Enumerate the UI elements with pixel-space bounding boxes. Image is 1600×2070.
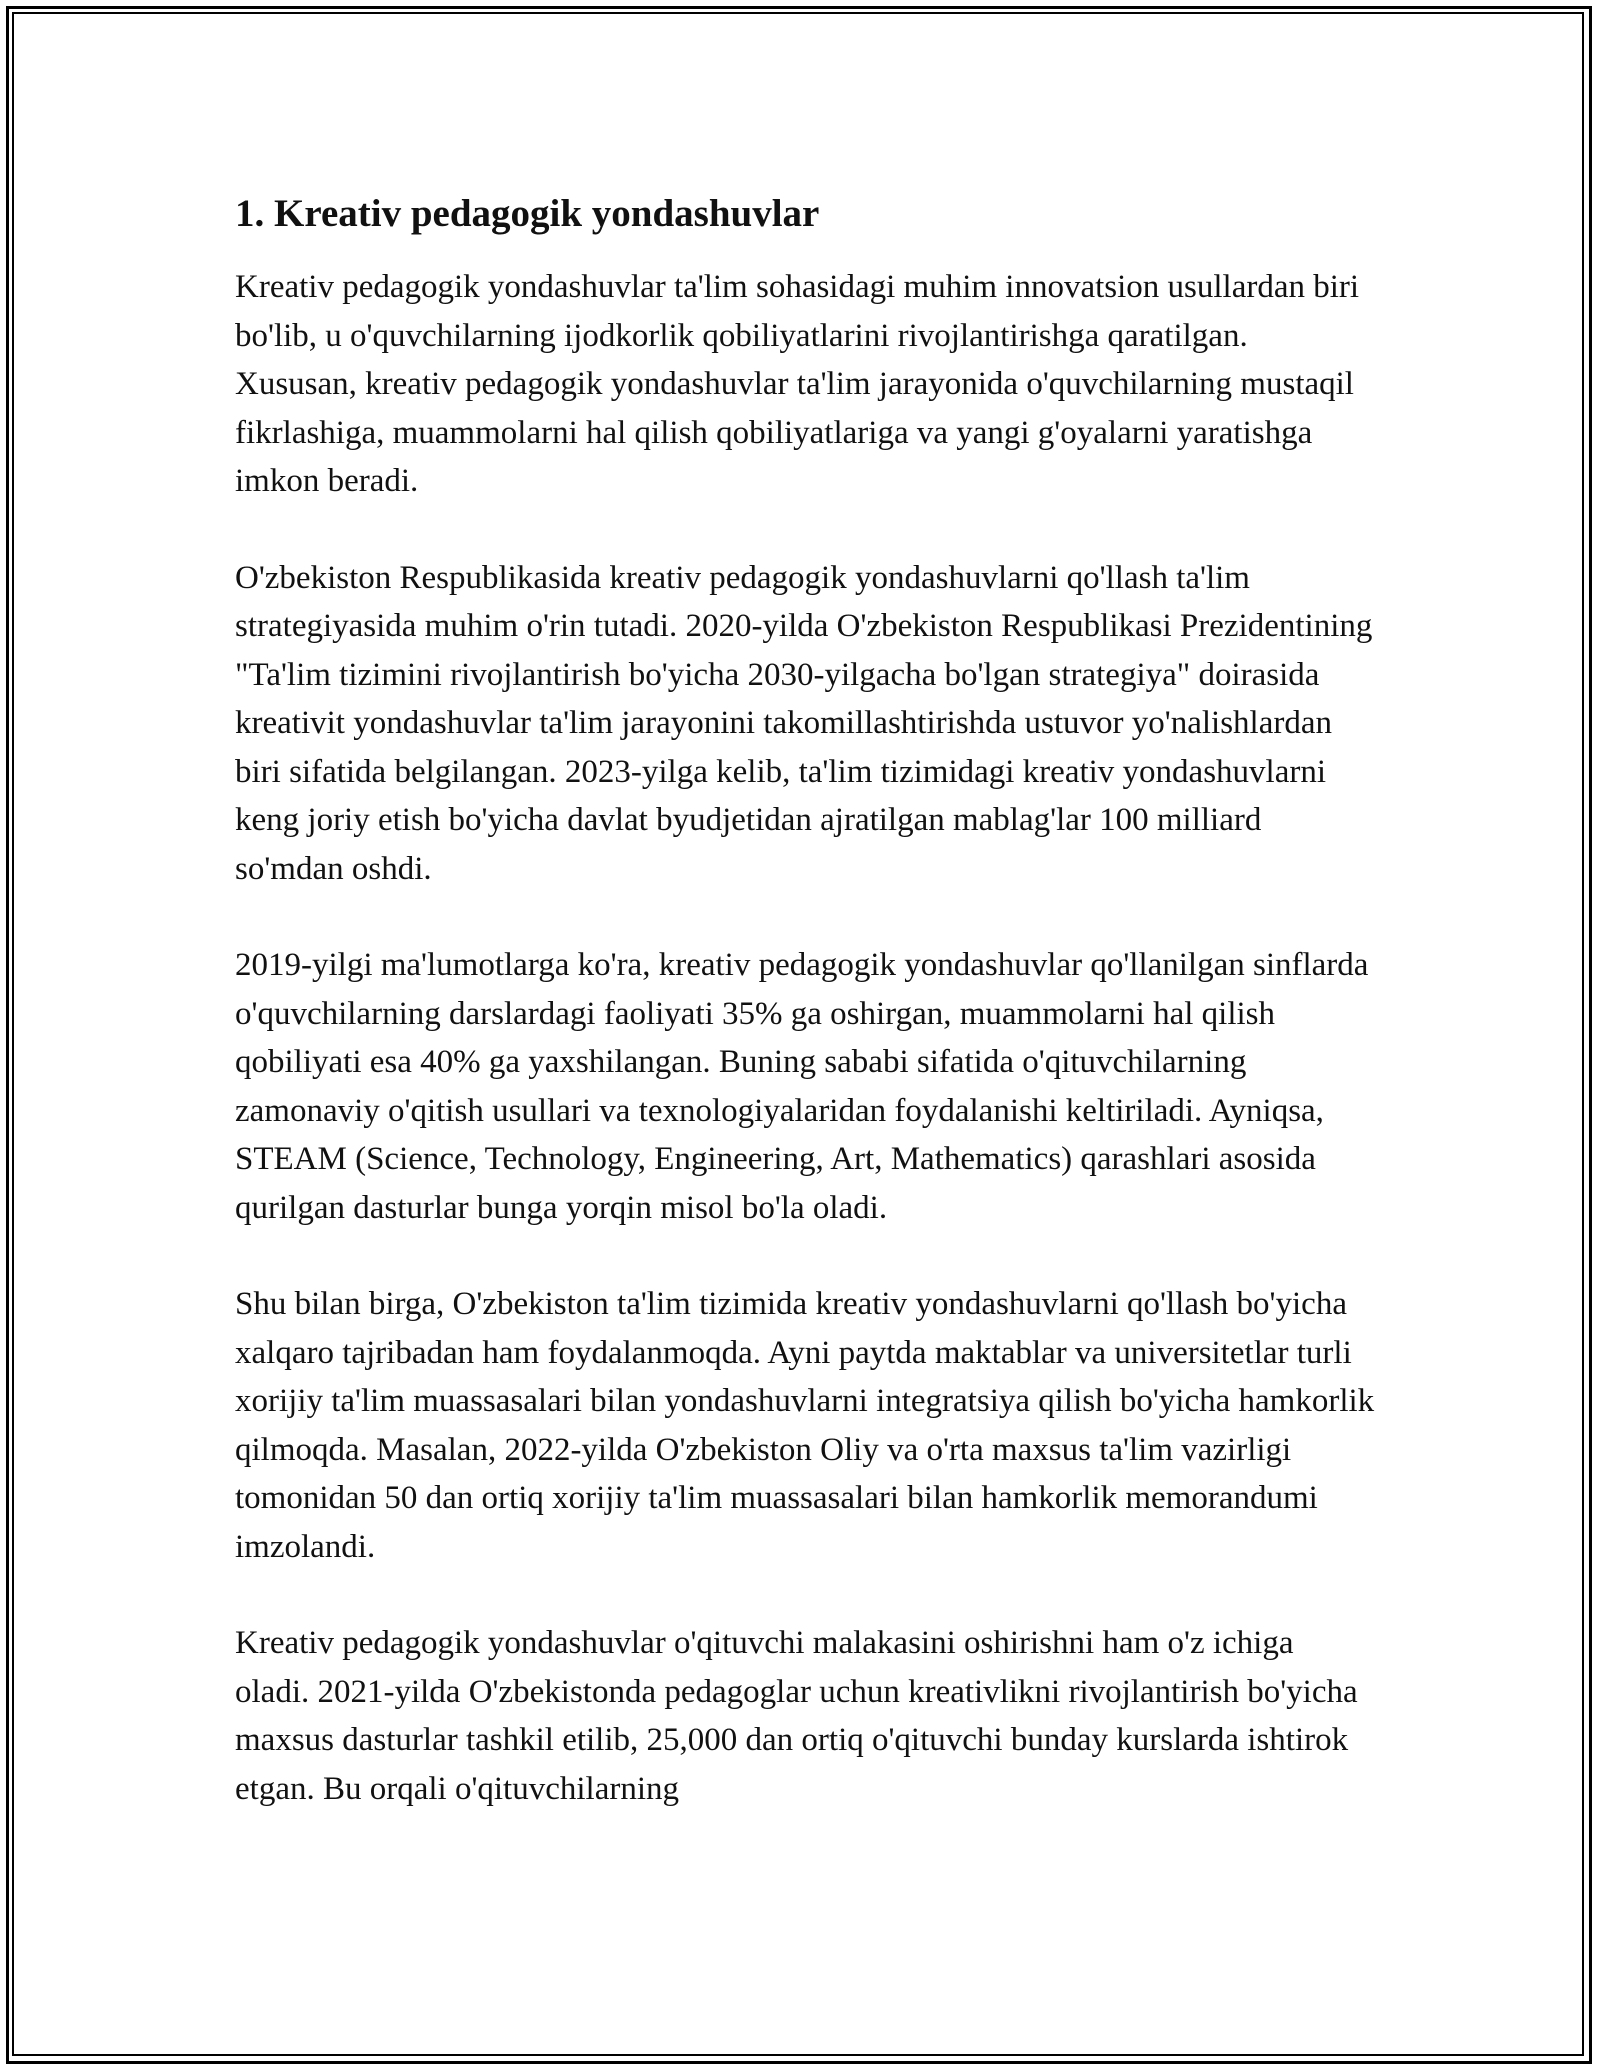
document-body [235,190,1375,1861]
paragraph-4: Shu bilan birga, O'zbekiston ta'lim tizimida kreativ yondashuvlarni qo'llash bo'yicha xalqaro tajribadan ham foydalanmoqda. Ayni paytda maktablar va universitetlar turli xorijiy ta'lim muassasalari bilan yondashuvlarni integratsiya qilish bo'yicha hamkorlik qilmoqda. Masalan, 2022-yilda O'zbekiston Oliy va o'rta maxsus ta'lim vazirligi tomonidan 50 dan ortiq xorijiy ta'lim muassasalari bilan hamkorlik memorandumi imzolandi. [235,1286,1375,1565]
paragraph-5: Kreativ pedagogik yondashuvlar o'qituvchi malakasini oshirishni ham o'z ichiga oladi. 2021-yilda O'zbekistonda pedagoglar uchun kreativlikni rivojlantirish bo'yicha maxsus dasturlar tashkil etilib, 25,000 dan ortiq o'qituvchi bunday kurslarda ishtirok etgan. Bu orqali o'qituvchilarning [235,1625,1358,1807]
section-title: 1. Kreativ pedagogik yondashuvlar [235,192,820,235]
paragraph-2: O'zbekiston Respublikasida kreativ pedagogik yondashuvlarni qo'llash ta'lim strategiyasida muhim o'rin tutadi. 2020-yilda O'zbekiston Respublikasi Prezidentining "Ta'lim tizimini rivojlantirish bo'yicha 2030-yilgacha bo'lgan strategiya" doirasida kreativit yondashuvlar ta'lim jarayonini takomillashtirishda ustuvor yo'nalishlardan biri sifatida belgilangan. 2023-yilga kelib, ta'lim tizimidagi kreativ yondashuvlarni keng joriy etish bo'yicha davlat byudjetidan ajratilgan mablag'lar 100 milliard so'mdan oshdi. [235,559,1373,887]
paragraph-3: 2019-yilgi ma'lumotlarga ko'ra, kreativ pedagogik yondashuvlar qo'llanilgan sinflarda o'quvchilarning darslardagi faoliyati 35% ga oshirgan, muammolarni hal qilish qobiliyati esa 40% ga yaxshilangan. Buning sababi sifatida o'qituvchilarning zamonaviy o'qitish usullari va texnologiyalaridan foydalanishi keltiriladi. Ayniqsa, STEAM (Science, Technology, Engineering, Art, Mathematics) qarashlari asosida qurilgan dasturlar bunga yorqin misol bo'la oladi. [235,947,1369,1226]
paragraph-1: Kreativ pedagogik yondashuvlar ta'lim sohasidagi muhim innovatsion usullardan biri bo'lib, u o'quvchilarning ijodkorlik qobiliyatlarini rivojlantirishga qaratilgan. Xususan, kreativ pedagogik yondashuvlar ta'lim jarayonida o'quvchilarning mustaqil fikrlashiga, muammolarni hal qilish qobiliyatlariga va yangi g'oyalarni yaratishga imkon beradi. [235,269,1360,499]
